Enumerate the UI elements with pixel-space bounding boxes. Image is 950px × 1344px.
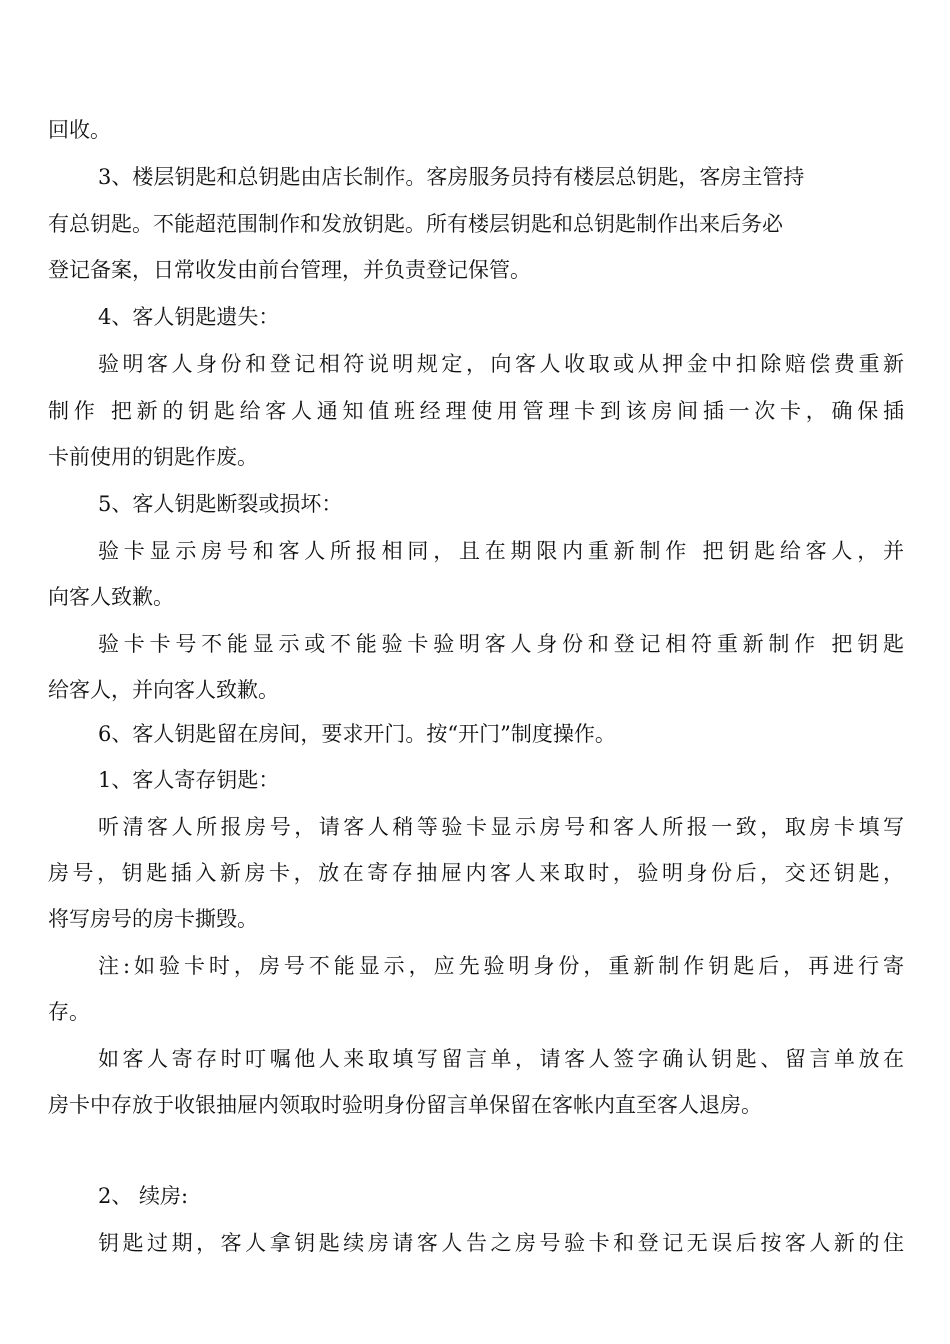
text-line: 给客人，并向客人致歉。 bbox=[48, 678, 279, 702]
section-heading: 2、 续房: bbox=[98, 1184, 189, 1208]
text-line: 听清客人所报房号，请客人稍等验卡显示房号和客人所报一致，取房卡填写 bbox=[98, 815, 904, 839]
text-line: 存。 bbox=[48, 1000, 90, 1024]
text-line: 卡前使用的钥匙作废。 bbox=[48, 445, 258, 469]
text-line: 登记备案，日常收发由前台管理，并负责登记保管。 bbox=[48, 258, 531, 282]
text-line: 将写房号的房卡撕毁。 bbox=[48, 907, 258, 931]
text-line: 如客人寄存时叮嘱他人来取填写留言单，请客人签字确认钥匙、留言单放在 bbox=[98, 1047, 904, 1071]
text-line: 房卡中存放于收银抽屉内领取时验明身份留言单保留在客帐内直至客人退房。 bbox=[48, 1093, 762, 1117]
section-heading: 4、客人钥匙遗失： bbox=[98, 305, 280, 329]
text-line: 验明客人身份和登记相符说明规定，向客人收取或从押金中扣除赔偿费重新 bbox=[98, 352, 904, 376]
text-line: 验卡卡号不能显示或不能验卡验明客人身份和登记相符重新制作 把钥匙 bbox=[98, 632, 904, 656]
section-heading: 6、客人钥匙留在房间，要求开门。按“开门”制度操作。 bbox=[98, 722, 616, 746]
section-heading: 1、客人寄存钥匙： bbox=[98, 768, 280, 792]
text-line: 向客人致歉。 bbox=[48, 585, 174, 609]
section-heading: 5、客人钥匙断裂或损坏： bbox=[98, 492, 343, 516]
text-line: 房号，钥匙插入新房卡，放在寄存抽屉内客人来取时，验明身份后，交还钥匙， bbox=[48, 861, 904, 885]
text-line: 钥匙过期，客人拿钥匙续房请客人告之房号验卡和登记无误后按客人新的住 bbox=[98, 1231, 904, 1255]
text-line: 回收。 bbox=[48, 118, 111, 142]
text-line: 验卡显示房号和客人所报相同，且在期限内重新制作 把钥匙给客人，并 bbox=[98, 539, 904, 563]
text-line: 有总钥匙。不能超范围制作和发放钥匙。所有楼层钥匙和总钥匙制作出来后务必 bbox=[48, 212, 783, 236]
section-heading: 3、楼层钥匙和总钥匙由店长制作。客房服务员持有楼层总钥匙，客房主管持 bbox=[98, 165, 805, 189]
note-line: 注:如验卡时，房号不能显示，应先验明身份，重新制作钥匙后，再进行寄 bbox=[98, 954, 904, 978]
text-line: 制作 把新的钥匙给客人通知值班经理使用管理卡到该房间插一次卡，确保插 bbox=[48, 399, 904, 423]
